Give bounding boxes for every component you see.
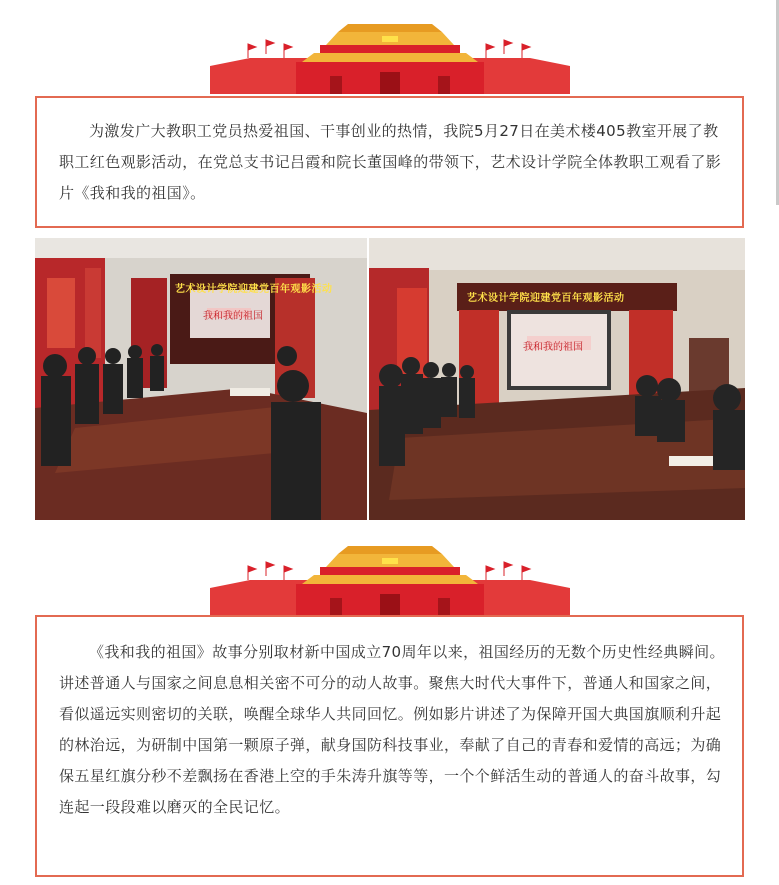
tiananmen-gate-icon — [210, 540, 570, 616]
event-photo-2 — [369, 238, 745, 520]
tiananmen-banner-top — [210, 18, 570, 94]
photo-1-screen-title: 我和我的祖国 — [203, 311, 263, 322]
photo-1-banner-text: 艺术设计学院迎建党百年观影活动 — [175, 284, 333, 295]
photo-2-banner-text: 艺术设计学院迎建党百年观影活动 — [467, 293, 625, 304]
tiananmen-banner-bottom — [210, 540, 570, 616]
intro-paragraph: 为激发广大教职工党员热爱祖国、干事创业的热情，我院5月27日在美术楼405教室开展了教职工红色观影活动，在党总支书记吕霞和院长董国峰的带领下，艺术设计学院全体教职工观看了影片《我和我的祖国》。 — [59, 122, 722, 202]
intro-text-box — [35, 96, 744, 228]
photo-2-screen-title: 我和我的祖国 — [523, 342, 583, 353]
tiananmen-gate-icon — [210, 18, 570, 94]
film-summary-paragraph: 《我和我的祖国》故事分别取材新中国成立70周年以来，祖国经历的无数个历史性经典瞬间。讲述普通人与国家之间息息相关密不可分的动人故事。聚焦大时代大事件下，普通人和国家之间，看似遥远实则密切的关联，唤醒全球华人共同回忆。例如影片讲述了为保障开国大典国旗顺利升起的林治远，为研制中国第一颗原子弹，献身国防科技事业，奉献了自己的青春和爱情的高远；为确保五星红旗分秒不差飘扬在香港上空的手朱涛升旗等等，一个个鲜活生动的普通人的奋斗故事，勾连起一段段难以磨灭的全民记忆。 — [59, 643, 725, 816]
film-summary-box — [35, 615, 744, 877]
event-photo-1 — [35, 238, 367, 520]
